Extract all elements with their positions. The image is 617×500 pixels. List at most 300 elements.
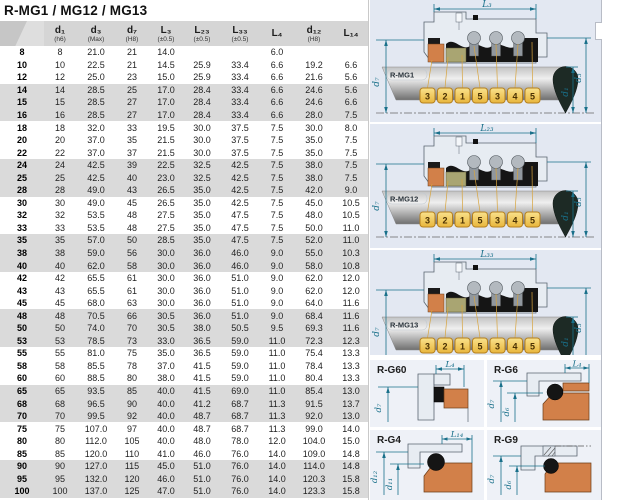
cell: 105: [124, 436, 140, 447]
svg-text:5: 5: [477, 91, 483, 102]
cell: 7.5: [334, 109, 368, 122]
cell: 68.7: [220, 410, 260, 423]
cell: 6.6: [344, 59, 358, 70]
cell: 22.5: [87, 59, 105, 70]
cell: 14.0: [260, 473, 294, 486]
dim-label: L₄: [572, 360, 582, 370]
cell: 90: [44, 460, 76, 473]
cell: 48.7: [193, 423, 211, 434]
spec-table: [0, 21, 368, 498]
callout-tag: [473, 212, 488, 227]
table-row: [0, 347, 368, 360]
cell: 92: [116, 410, 148, 423]
page-title: R-MG1 / MG12 / MG13: [4, 3, 148, 18]
cell: 10.5: [342, 210, 360, 221]
table-row: [0, 171, 368, 184]
cell: 33.4: [220, 109, 260, 122]
cell: 15.8: [334, 473, 368, 486]
svg-text:5: 5: [529, 215, 536, 226]
cell: 76.0: [231, 448, 249, 459]
spring: [468, 282, 481, 295]
detail-view-g60: [370, 360, 484, 427]
svg-text:2: 2: [442, 341, 448, 352]
cell: 47.5: [231, 222, 249, 233]
cell: 46.0: [220, 259, 260, 272]
cell: 99.5: [76, 410, 116, 423]
dim-label: d₇: [372, 201, 382, 211]
row-label: 85: [16, 448, 27, 459]
page-edge-notch: [595, 22, 602, 40]
set-screw: [456, 263, 462, 272]
cell: 11.0: [268, 373, 286, 384]
dim-label: L₁₄: [450, 430, 464, 440]
table-row: [0, 385, 368, 398]
cell: 11.0: [268, 360, 286, 371]
cell: 78.0: [231, 436, 249, 447]
cell: 85: [54, 448, 65, 459]
cell: 12: [54, 72, 65, 83]
table-row: [0, 247, 368, 260]
cell: 48.0: [305, 210, 323, 221]
cell: 32.5: [184, 159, 220, 172]
svg-text:3: 3: [494, 215, 501, 226]
row-label: 16: [0, 109, 44, 122]
cell: 51.0: [184, 473, 220, 486]
cell: 12.0: [342, 273, 360, 284]
cell: 52.0: [294, 234, 334, 247]
dim-label: d₁: [561, 87, 571, 97]
cell: 26.5: [157, 197, 175, 208]
cell: 115: [116, 460, 148, 473]
seal-cross-section-drawing: [370, 250, 601, 355]
cell: 18: [54, 122, 65, 133]
cell: 38.0: [157, 373, 175, 384]
cell: 68.7: [231, 423, 249, 434]
row-label: 58: [16, 360, 27, 371]
cell: 13.7: [334, 397, 368, 410]
cell: 40: [116, 171, 148, 184]
cell: 57.0: [76, 234, 116, 247]
table-row: [0, 435, 368, 448]
cell: 58.0: [294, 259, 334, 272]
dim-label: d₇: [372, 77, 382, 87]
cell: 40.0: [148, 410, 184, 423]
cell: 76.0: [220, 473, 260, 486]
cell: 24.6: [294, 84, 334, 97]
cell: 36.0: [184, 247, 220, 260]
cell: 70: [116, 322, 148, 335]
table-row: [0, 410, 368, 423]
detail-view-label: R-G6: [494, 365, 518, 376]
cell: 35.0: [157, 348, 175, 359]
cell: 17.0: [148, 109, 184, 122]
cell: 39: [116, 159, 148, 172]
cell: 92.0: [294, 410, 334, 423]
cell: 35.0: [193, 222, 211, 233]
seal-cross-section-drawing: [370, 124, 601, 246]
cell: 56: [116, 247, 148, 260]
cell: 21: [126, 59, 137, 70]
cell: 114.0: [294, 460, 334, 473]
cell: 15.0: [342, 436, 360, 447]
cell: 104.0: [302, 436, 326, 447]
svg-text:1: 1: [459, 341, 466, 352]
cell: [184, 46, 220, 59]
cell: 123.3: [294, 485, 334, 498]
row-label: 60: [16, 373, 27, 384]
cell: 37.0: [87, 147, 105, 158]
cell: 93.5: [76, 385, 116, 398]
callout-tag: [508, 212, 523, 227]
cell: 11.6: [334, 322, 368, 335]
row-label: 55: [16, 348, 27, 359]
cell: 51.0: [184, 460, 220, 473]
detail-view-label: R-G4: [377, 435, 401, 446]
row-label: 38: [0, 247, 44, 260]
table-row: [0, 297, 368, 310]
spring: [490, 32, 503, 45]
cell: 35.0: [184, 184, 220, 197]
cell: 36.0: [184, 309, 220, 322]
cell: 33: [54, 222, 65, 233]
cell: 55.0: [294, 247, 334, 260]
table-row: [0, 234, 368, 247]
cell: 59.0: [76, 247, 116, 260]
cell: 14.8: [334, 460, 368, 473]
cell: 7.5: [270, 222, 284, 233]
cell: 137.0: [76, 485, 116, 498]
corner-cell: [0, 21, 44, 46]
cell: 48: [126, 210, 137, 221]
cell: 68: [44, 397, 76, 410]
cell: 42.5: [220, 159, 260, 172]
cell: 14.0: [342, 423, 360, 434]
seat-ring: [428, 294, 444, 312]
cell: 68.4: [294, 309, 334, 322]
cell: 62.0: [76, 259, 116, 272]
cell: 33.4: [220, 84, 260, 97]
set-screw: [456, 137, 462, 146]
cell: 14.0: [157, 47, 175, 58]
seal-face: [446, 48, 466, 62]
callout-tag: [508, 88, 523, 103]
cell: 27.5: [157, 222, 175, 233]
cell: 100: [44, 485, 76, 498]
dim-label: d₆: [504, 480, 514, 490]
seat-ring: [428, 44, 444, 62]
cell: 65: [44, 385, 76, 398]
table-row: [0, 96, 368, 109]
cell: 22.5: [148, 159, 184, 172]
cell: 15: [44, 96, 76, 109]
row-label: 25: [0, 171, 44, 184]
cell: 7.5: [270, 122, 284, 133]
cell: 21.5: [157, 135, 175, 146]
cell: 13.3: [342, 373, 360, 384]
column-header: L₃ (±0.5): [148, 21, 184, 46]
table-row: [0, 372, 368, 385]
cell: 47.0: [148, 485, 184, 498]
table-row: [0, 460, 368, 473]
cell: 38.0: [184, 322, 220, 335]
cell: 14: [44, 84, 76, 97]
table-row: [0, 272, 368, 285]
dim-label: d₇: [372, 327, 382, 337]
cell: 24.6: [294, 96, 334, 109]
cell: 37.5: [231, 135, 249, 146]
cell: 7.5: [334, 171, 368, 184]
seal-diagram-mg1: [370, 0, 601, 122]
callout-tag: [490, 212, 505, 227]
cell: 80: [126, 373, 137, 384]
cell: 33.4: [231, 59, 249, 70]
row-label: 8: [19, 47, 25, 58]
cell: 13.3: [342, 360, 360, 371]
pin: [473, 265, 478, 270]
cell: 63: [126, 298, 137, 309]
cell: 17.0: [148, 84, 184, 97]
column-header: d₁₂ (H8): [294, 21, 334, 46]
cell: 80.4: [305, 373, 323, 384]
elastomer-cup: [434, 387, 444, 402]
table-row: [0, 46, 368, 59]
table-row: [0, 209, 368, 222]
cell: 120.0: [84, 448, 108, 459]
cell: 59.0: [220, 335, 260, 348]
column-header: d₁ (h6): [44, 21, 76, 46]
set-screw: [456, 13, 462, 22]
table-row: [0, 422, 368, 435]
cell: 5.6: [334, 84, 368, 97]
dim-label: d₇: [374, 403, 384, 413]
callout-tag: [473, 338, 488, 353]
cell: 10.3: [334, 247, 368, 260]
cell: 30.0: [193, 122, 211, 133]
cell: 42: [54, 273, 65, 284]
cell: 37.0: [157, 360, 175, 371]
cell: 75: [126, 348, 137, 359]
cell: 90: [116, 397, 148, 410]
cell: 46.0: [193, 448, 211, 459]
cell: 45: [126, 197, 137, 208]
cell: 41.5: [193, 373, 211, 384]
cell: 11.0: [260, 335, 294, 348]
cell: 30.0: [148, 247, 184, 260]
cell: 85.5: [87, 360, 105, 371]
cell: 42.5: [220, 171, 260, 184]
callout-tag: [455, 338, 470, 353]
row-label: 24: [0, 159, 44, 172]
cell: 109.0: [302, 448, 326, 459]
cell: 9.0: [270, 273, 284, 284]
cell: 75.4: [305, 348, 323, 359]
callout-tag: [438, 88, 453, 103]
callout-tag: [420, 88, 435, 103]
model-label: R-MG1: [390, 70, 415, 80]
cell: 13.0: [334, 410, 368, 423]
page-edge: [601, 0, 617, 500]
cell: 28.5: [76, 109, 116, 122]
row-label: 35: [0, 234, 44, 247]
column-header: d₇ (H8): [116, 21, 148, 46]
row-label: 68: [0, 397, 44, 410]
row-label: 100: [0, 485, 44, 498]
cell: 24: [44, 159, 76, 172]
cell: 6.6: [260, 96, 294, 109]
cell: 30.0: [193, 147, 211, 158]
cell: 42.5: [76, 171, 116, 184]
dim-d7: [378, 387, 418, 422]
cell: 11.0: [342, 222, 360, 233]
callout-tag: [420, 212, 435, 227]
cell: 30.0: [193, 135, 211, 146]
cell: 53: [44, 335, 76, 348]
header-row: [0, 21, 368, 46]
cell: 51.0: [231, 273, 249, 284]
cell: 11.0: [334, 234, 368, 247]
cell: 59.0: [231, 348, 249, 359]
cell: 49.0: [76, 184, 116, 197]
cell: 70.5: [76, 309, 116, 322]
cell: 51.0: [220, 309, 260, 322]
cell: 76.0: [220, 460, 260, 473]
svg-text:2: 2: [442, 215, 448, 226]
svg-text:3: 3: [424, 341, 431, 352]
cell: 9.0: [260, 259, 294, 272]
cell: 33.4: [220, 96, 260, 109]
cell: 46.0: [220, 247, 260, 260]
cell: 55: [54, 348, 65, 359]
cell: 5.6: [344, 72, 358, 83]
cell: 40.0: [157, 423, 175, 434]
dim-label: d₇: [487, 474, 497, 484]
callout-tag: [508, 338, 523, 353]
cell: 37.0: [87, 135, 105, 146]
cell: 120: [116, 473, 148, 486]
cell: 21.5: [157, 147, 175, 158]
cell: 35: [126, 135, 137, 146]
callout-tag: [438, 212, 453, 227]
cell: 27: [116, 109, 148, 122]
dim-label: d₃: [574, 73, 584, 83]
cell: 62.0: [305, 273, 323, 284]
cell: 13.0: [334, 385, 368, 398]
row-label: 65: [0, 385, 44, 398]
table-row: [0, 360, 368, 373]
cell: 30.0: [157, 273, 175, 284]
cell: 30.5: [148, 309, 184, 322]
cell: 41.2: [184, 397, 220, 410]
cell: 8: [57, 47, 63, 58]
cell: 38: [44, 247, 76, 260]
seal-cross-section-drawing: [370, 0, 601, 122]
cell: 28.5: [148, 234, 184, 247]
dim-label: d₃: [574, 323, 584, 333]
cell: 42.5: [76, 159, 116, 172]
row-label: 80: [16, 436, 27, 447]
table-row: [0, 134, 368, 147]
spring: [490, 282, 503, 295]
seat-ring: [428, 168, 444, 186]
cell: 20: [54, 135, 65, 146]
cell: 42.0: [294, 184, 334, 197]
cell: 7.5: [260, 234, 294, 247]
table-row: [0, 485, 368, 498]
cell: 6.0: [270, 47, 284, 58]
dim-label: d₆: [502, 407, 512, 417]
seat-ring: [444, 389, 468, 408]
table-row: [0, 397, 368, 410]
detail-view-g6: [487, 360, 601, 427]
spring: [512, 282, 525, 295]
row-label: 15: [0, 96, 44, 109]
svg-text:5: 5: [529, 91, 536, 102]
cell: 43: [54, 285, 65, 296]
cell: 35.0: [305, 147, 323, 158]
cell: 51.0: [184, 485, 220, 498]
cell: 43: [116, 184, 148, 197]
cell: 28.0: [294, 109, 334, 122]
spring: [468, 32, 481, 45]
svg-text:1: 1: [459, 91, 466, 102]
cell: 32.5: [184, 171, 220, 184]
cell: 7.5: [270, 197, 284, 208]
cell: 65.5: [87, 273, 105, 284]
cell: 48: [44, 309, 76, 322]
cell: 48.7: [184, 410, 220, 423]
cell: 53.5: [87, 210, 105, 221]
cell: 88.5: [87, 373, 105, 384]
cell: 48.0: [193, 436, 211, 447]
cell: 33: [126, 122, 137, 133]
model-label: R-MG13: [390, 320, 419, 330]
cell: 21: [126, 47, 137, 58]
cell: 46.0: [148, 473, 184, 486]
seal-face: [446, 172, 466, 186]
cell: 36.0: [193, 285, 211, 296]
table-row: [0, 259, 368, 272]
cell: 28.4: [184, 109, 220, 122]
cell: 37: [126, 147, 137, 158]
cell: 11.0: [268, 348, 286, 359]
cell: 41.0: [157, 448, 175, 459]
table-row: [0, 84, 368, 97]
callout-tag: [455, 212, 470, 227]
row-label: 28: [0, 184, 44, 197]
spring: [468, 156, 481, 169]
cell: 51.0: [231, 298, 249, 309]
cell: 41.5: [193, 360, 211, 371]
cell: 14.8: [342, 448, 360, 459]
cell: 14.0: [260, 485, 294, 498]
cell: 40.0: [148, 385, 184, 398]
cell: 69.0: [220, 385, 260, 398]
callout-tag: [490, 88, 505, 103]
spring: [512, 156, 525, 169]
table-row: [0, 146, 368, 159]
cell: 13.3: [342, 348, 360, 359]
cell: 10.8: [334, 259, 368, 272]
cell: 35.0: [305, 135, 323, 146]
cell: 65.5: [87, 285, 105, 296]
svg-text:3: 3: [494, 91, 501, 102]
cell: 80: [54, 436, 65, 447]
cell: 50: [116, 234, 148, 247]
cell: 9.0: [270, 285, 284, 296]
cell: 59.0: [231, 360, 249, 371]
cell: 7.5: [344, 135, 358, 146]
cell: 125: [116, 485, 148, 498]
